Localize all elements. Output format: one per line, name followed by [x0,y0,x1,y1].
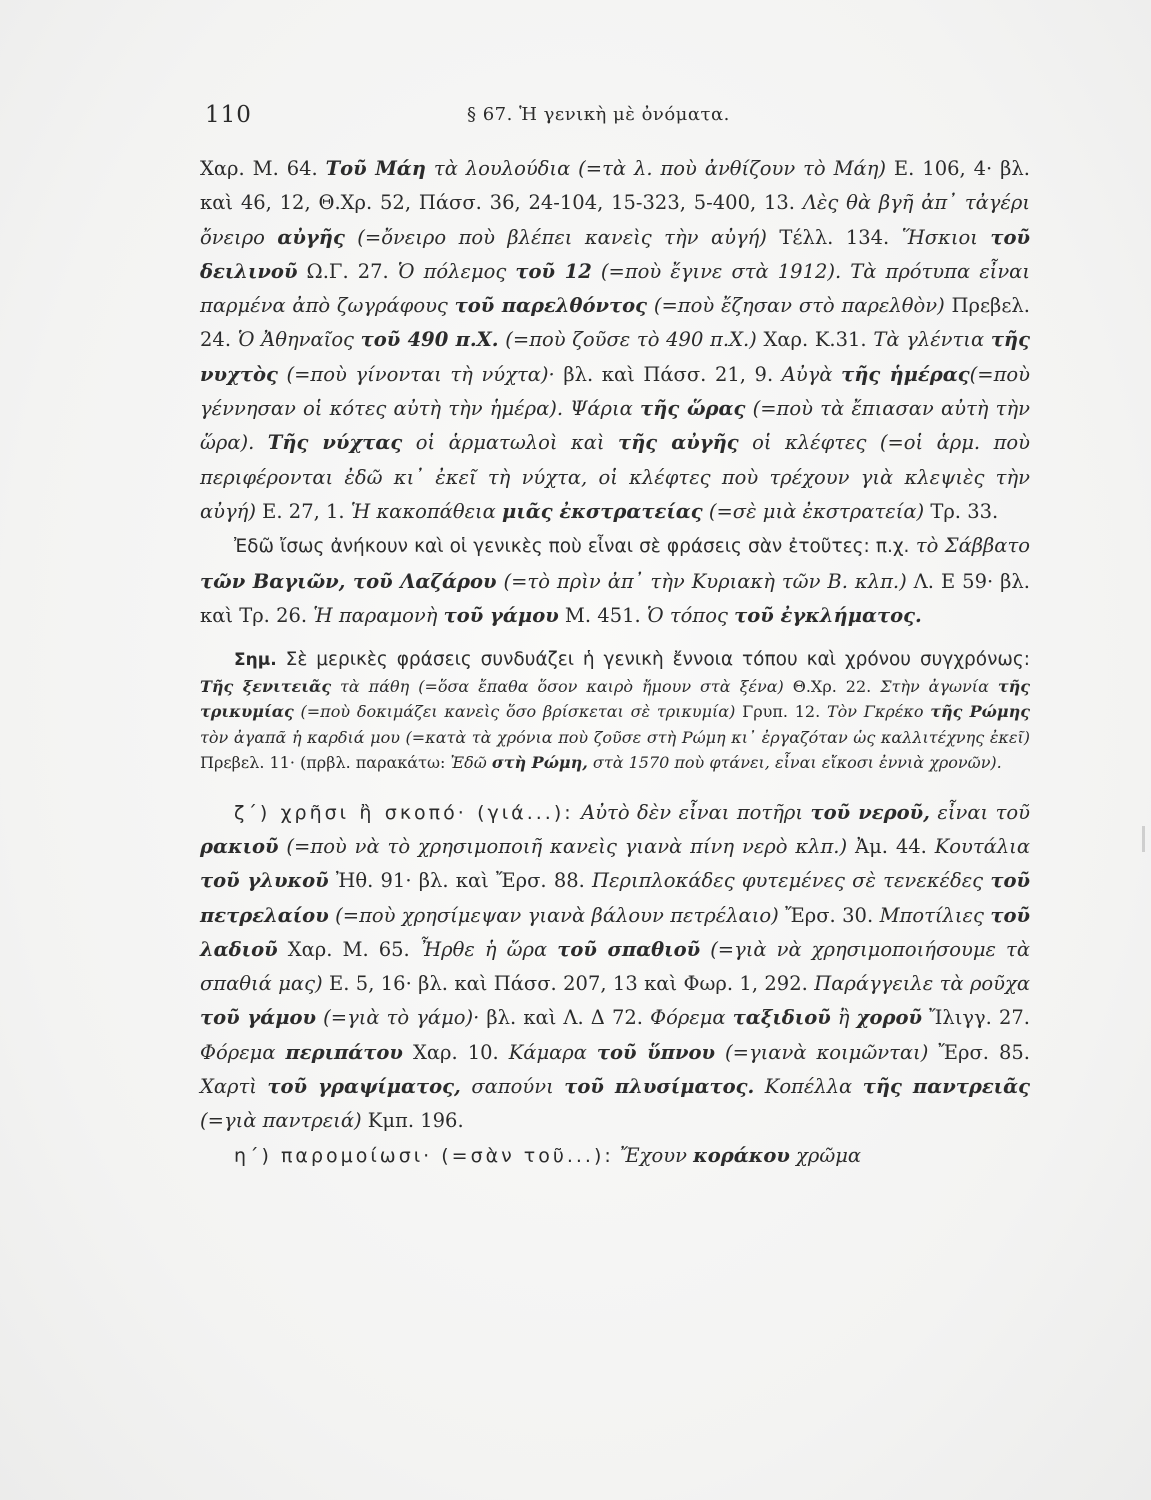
example-text: χρῶμα [789,1143,862,1167]
example-text: (=γιὰ παντρειά) [200,1109,362,1133]
margin-mark [1142,826,1145,852]
citation-text: βλ. καὶ Πάσσ. 21, 9. [554,362,782,386]
example-text: Ἥσκιοι [901,225,991,249]
emphasized-genitive: τοῦ πλυσίματος. [564,1075,755,1099]
emphasized-genitive: κοράκου [693,1143,790,1167]
emphasized-genitive: Τοῦ Μάη [325,157,426,180]
example-text: (=ποὺ δοκιμάζει κανεὶς ὅσο βρίσκεται σὲ τρικυμία) [293,702,736,722]
example-text: Κοπέλλα [754,1075,863,1099]
emphasized-genitive: τῆς ἡμέρας [841,362,970,386]
emphasized-genitive: τοῦ ὕπνου [596,1040,716,1064]
example-text: (=ποὺ νὰ τὸ χρησιμοποιῆ κανεὶς γιανὰ πίνη νερὸ κλπ.) [278,834,848,858]
emphasized-genitive: τοῦ 12 [515,259,592,283]
emphasized-genitive: Τῆς νύχτας [267,431,403,455]
note-label: Σημ. [234,650,277,671]
citation-text: Ἔρσ. 85. [928,1040,1030,1064]
section-zeta-content [200,801,1030,1133]
section-eta [200,1139,1030,1173]
emphasized-genitive: τοῦ γάμου [443,603,559,627]
emphasized-genitive: τοῦ γάμου [200,1006,317,1030]
example-text: Ἐδῶ [450,753,492,773]
example-text: Λὲς θὰ βγῆ ἀπ᾽ τἀγέρι ὄνειρο [200,191,1030,249]
example-text: Φόρεμα [200,1040,286,1064]
emphasized-genitive: τοῦ παρελθόντος [454,294,648,318]
citation-text: Κμπ. 196. [361,1109,464,1133]
example-text: τὰ πάθη (=ὅσα ἔπαθα ὅσον καιρὸ ἤμουν στὰ ξένα) [331,676,784,696]
example-text: (=ποὺ ἔγινε στὰ 1912). Τὰ πρότυπα εἶναι παρμένα ἀπὸ ζωγράφους [200,259,1030,318]
citation-text: Ε. 106, 4· βλ. καὶ 46, 12, Θ.Χρ. 52, Πάσσ. 36, 24-104, 15-323, 5-400, 13. [200,157,1030,215]
emphasized-genitive: τῆς Ρώμης [930,702,1031,722]
example-text: Ὁ τόπος [646,603,735,627]
example-text: Ὁ Ἀθηναῖος [237,328,361,352]
citation-text: Ἠθ. 91· βλ. καὶ Ἔρσ. 88. [328,869,593,893]
example-text: Στὴν ἀγωνία [880,676,998,696]
example-text: (=ποὺ γίνονται τὴ νύχτα)· [277,362,555,386]
body-text [200,152,1030,1173]
section-eta-marker: η´) παρομοίωσι· (=σὰν τοῦ...): [234,1144,614,1167]
example-text: Ὁ πόλεμος [397,259,516,283]
example-text: (=τὸ πρὶν ἀπ᾽ τὴν Κυριακὴ τῶν Β. κλπ.) [496,569,907,593]
example-text: (=σὲ μιὰ ἐκστρατεία) [702,499,925,523]
page-number: 110 [205,102,252,128]
emphasized-genitive: τοῦ νεροῦ, [810,800,930,824]
emphasized-genitive: μιᾶς ἐκστρατείας [502,499,703,523]
example-text: (=ποὺ τὰ ἔπιασαν αὐτὴ τὴν ὥρα). [200,397,1030,455]
citation-text: Ω.Γ. 27. [297,259,398,283]
example-text: Αὐγὰ [781,362,842,386]
example-text: Περιπλοκάδες φυτεμένες σὲ τενεκέδες [592,869,991,893]
emphasized-genitive: στὴ Ρώμη, [491,753,588,773]
example-text: Ἡ κακοπάθεια [350,499,503,523]
citation-text: Μ. 451. [558,603,647,627]
section-eta-content [614,1144,861,1167]
example-text: Χαρτὶ [200,1075,268,1099]
example-text: (=γιὰ τὸ γάμο)· [316,1006,480,1030]
example-text: (=ποὺ χρησίμεψαν γιανὰ βάλουν πετρέλαιο) [328,903,779,927]
section-zeta [200,796,1030,1139]
citation-text: βλ. καὶ Λ. Δ 72. [479,1006,651,1030]
citation-text: Ἔρσ. 30. [778,903,880,927]
emphasized-genitive: τοῦ δειλινοῦ [200,225,1030,283]
emphasized-genitive: τῆς παντρειᾶς [862,1075,1031,1099]
citation-text: Θ.Χρ. 22. [783,676,881,696]
emphasized-genitive: περιπάτου [285,1040,403,1064]
citation-text: Χαρ. Μ. 65. [277,937,420,961]
citation-text: Λ. Ε 59· βλ. καὶ Τρ. 26. [200,569,1030,627]
citation-text: Ἴλιγγ. 27. [922,1006,1030,1030]
citation-text: Ε. 5, 16· βλ. καὶ Πάσσ. 207, 13 καὶ Φωρ. 1, 292. [322,972,815,996]
citation-text: Σὲ μερικὲς φράσεις συνδυάζει ἡ γενικὴ ἔννοια τόπου καὶ χρόνου συγχρόνως: [276,649,1030,671]
emphasized-genitive: τῆς τρικυμίας [200,676,1031,722]
example-text: Κάμαρα [508,1040,597,1064]
emphasized-genitive: αὐγῆς [277,225,345,249]
emphasized-genitive: χοροῦ [856,1006,922,1030]
paragraph-time-genitive [200,152,1030,529]
example-text: Ἦρθε ἡ ὥρα [419,937,558,961]
example-text: ἢ [830,1006,857,1030]
emphasized-genitive: τοῦ γλυκοῦ [200,869,329,893]
citation-text: Χαρ. Κ.31. [756,328,874,352]
emphasized-genitive: τοῦ λαδιοῦ [200,903,1030,961]
example-text: τὸν ἀγαπᾶ ἡ καρδιά μου (=κατὰ τὰ χρόνια ποὺ ζοῦσε στὴ Ρώμη κι᾽ ἐργαζόταν ὡς καλλιτέχνης ἐκεῖ) [200,727,1030,747]
citation-text: Πρεβελ. 11· (πρβλ. παρακάτω: [200,753,451,773]
paragraph-phrases [200,529,1030,633]
note-content [200,650,1030,772]
citation-text: Γρυπ. 12. [735,702,827,722]
emphasized-genitive: ταξιδιοῦ [732,1006,831,1030]
example-text: (=ὄνειρο ποὺ βλέπει κανεὶς τὴν αὐγή) [344,225,767,249]
example-text: (=ποὺ γέννησαν οἱ κότες αὐτὴ τὴν ἡμέρα). Ψάρια [200,362,1030,421]
example-text: Ἡ παραμονὴ [313,603,444,627]
example-text: στὰ 1570 ποὺ φτάνει, εἶναι εἴκοσι ἐννιὰ χρονῶν). [587,753,1002,773]
citation-text: Χαρ. 10. [402,1040,509,1064]
emphasized-genitive: τῆς αὐγῆς [618,431,739,455]
running-head: § 67. Ἡ γενικὴ μὲ ὀνόματα. [467,104,730,125]
example-text: σαπούνι [460,1075,565,1099]
example-text: οἱ ἁρματωλοὶ καὶ [402,431,618,455]
citation-text: Χαρ. Μ. 64. [200,157,326,180]
page-header [205,98,1035,132]
emphasized-genitive: τοῦ πετρελαίου [200,869,1030,927]
emphasized-genitive: τοῦ γραψίματος, [267,1075,461,1099]
emphasized-genitive: τοῦ σπαθιοῦ [557,937,701,961]
emphasized-genitive: τῶν Βαγιῶν, τοῦ Λαζάρου [200,569,497,593]
example-text: Παράγγειλε τὰ ροῦχα [814,972,1031,996]
emphasized-genitive: ρακιοῦ [200,834,279,858]
emphasized-genitive: τῆς ὥρας [640,397,746,421]
example-text: Τὰ γλέντια [873,328,991,352]
emphasized-genitive: Τῆς ξενιτειᾶς [200,676,332,696]
citation-text: Πρεβελ. 24. [200,294,1030,352]
example-text: (=ποὺ ζοῦσε τὸ 490 π.Χ.) [498,328,757,352]
citation-text: Ἀμ. 44. [847,834,935,858]
section-zeta-marker: ζ´) χρῆσι ἢ σκοπό· (γιά...): [234,801,574,824]
example-text: Ἔχουν [613,1143,694,1167]
example-text: Φόρεμα [650,1006,733,1030]
example-text: οἱ κλέφτες (=οἱ ἁρμ. ποὺ περιφέρονται ἐδῶ κι᾽ ἐκεῖ τὴ νύχτα, οἱ κλέφτες ποὺ τρέχουν γιὰ κλεψιὲς τὴν αὐγή) [200,431,1030,523]
example-text: Αὐτὸ δὲν εἶναι ποτῆρι [573,800,811,824]
citation-text: Ε. 27, 1. [255,499,351,523]
example-text: (=ποὺ ἔζησαν στὸ παρελθὸν) [647,294,945,318]
citation-text: Τρ. 33. [924,499,999,523]
emphasized-genitive: τῆς νυχτὸς [200,328,1030,386]
example-text: εἶναι τοῦ [929,800,1031,824]
example-text: τὸ Σάββατο [909,534,1030,558]
example-text: τὰ λουλούδια (=τὰ λ. ποὺ ἀνθίζουν τὸ Μάη) [425,157,887,180]
example-text: Τὸν Γκρέκο [826,702,931,722]
example-text: Μποτίλιες [879,903,991,927]
emphasized-genitive: τοῦ 490 π.Χ. [360,328,499,352]
citation-text: Τέλλ. 134. [766,225,902,249]
example-text: (=γιὰ νὰ χρησιμοποιήσουμε τὰ σπαθιά μας) [200,937,1030,996]
example-text: (=γιανὰ κοιμῶνται) [715,1040,929,1064]
emphasized-genitive: τοῦ ἐγκλήματος. [734,603,922,627]
example-text: Κουτάλια [934,834,1030,858]
note-block [200,647,1030,776]
citation-text: Ἐδῶ ἴσως ἀνήκουν καὶ οἱ γενικὲς ποὺ εἶναι σὲ φράσεις σὰν ἐτοῦτες: π.χ. [234,536,910,558]
